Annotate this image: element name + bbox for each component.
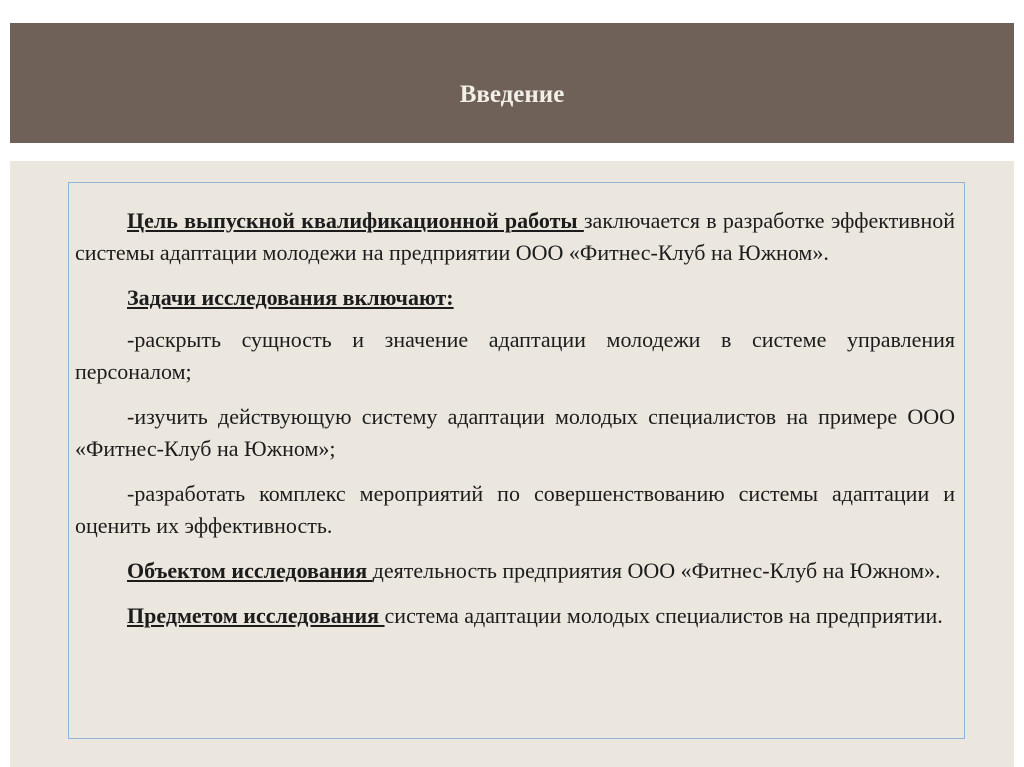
object-lead: Объектом исследования	[127, 558, 373, 583]
goal-paragraph	[75, 205, 955, 269]
task-item-2	[75, 401, 955, 465]
subject-text: система адаптации молодых специалистов на предприятии.	[384, 603, 943, 628]
task-item-1-text: -раскрыть сущность и значение адаптации молодежи в системе управления персоналом;	[75, 327, 955, 384]
task-item-3	[75, 478, 955, 542]
object-paragraph	[75, 555, 955, 587]
tasks-heading-paragraph	[75, 282, 955, 314]
task-item-3-text: -разработать комплекс мероприятий по совершенствованию системы адаптации и оценить их эффективность.	[75, 481, 955, 538]
task-item-2-text: -изучить действующую систему адаптации молодых специалистов на примере ООО «Фитнес-Клуб на Южном»;	[75, 404, 955, 461]
goal-text: заключается в разработке эффективной системы адаптации молодежи на предприятии ООО «Фитнес-Клуб на Южном».	[75, 208, 955, 265]
text-box	[68, 182, 965, 739]
content-panel	[10, 161, 1014, 767]
tasks-heading: Задачи исследования включают:	[127, 285, 454, 310]
subject-paragraph	[75, 600, 955, 632]
object-text: деятельность предприятия ООО «Фитнес-Клуб на Южном».	[372, 558, 941, 583]
task-item-1	[75, 324, 955, 388]
goal-lead: Цель выпускной квалификационной работы	[127, 208, 584, 233]
slide-title: Введение	[459, 81, 565, 108]
title-bar	[10, 23, 1014, 143]
subject-lead: Предметом исследования	[127, 603, 385, 628]
